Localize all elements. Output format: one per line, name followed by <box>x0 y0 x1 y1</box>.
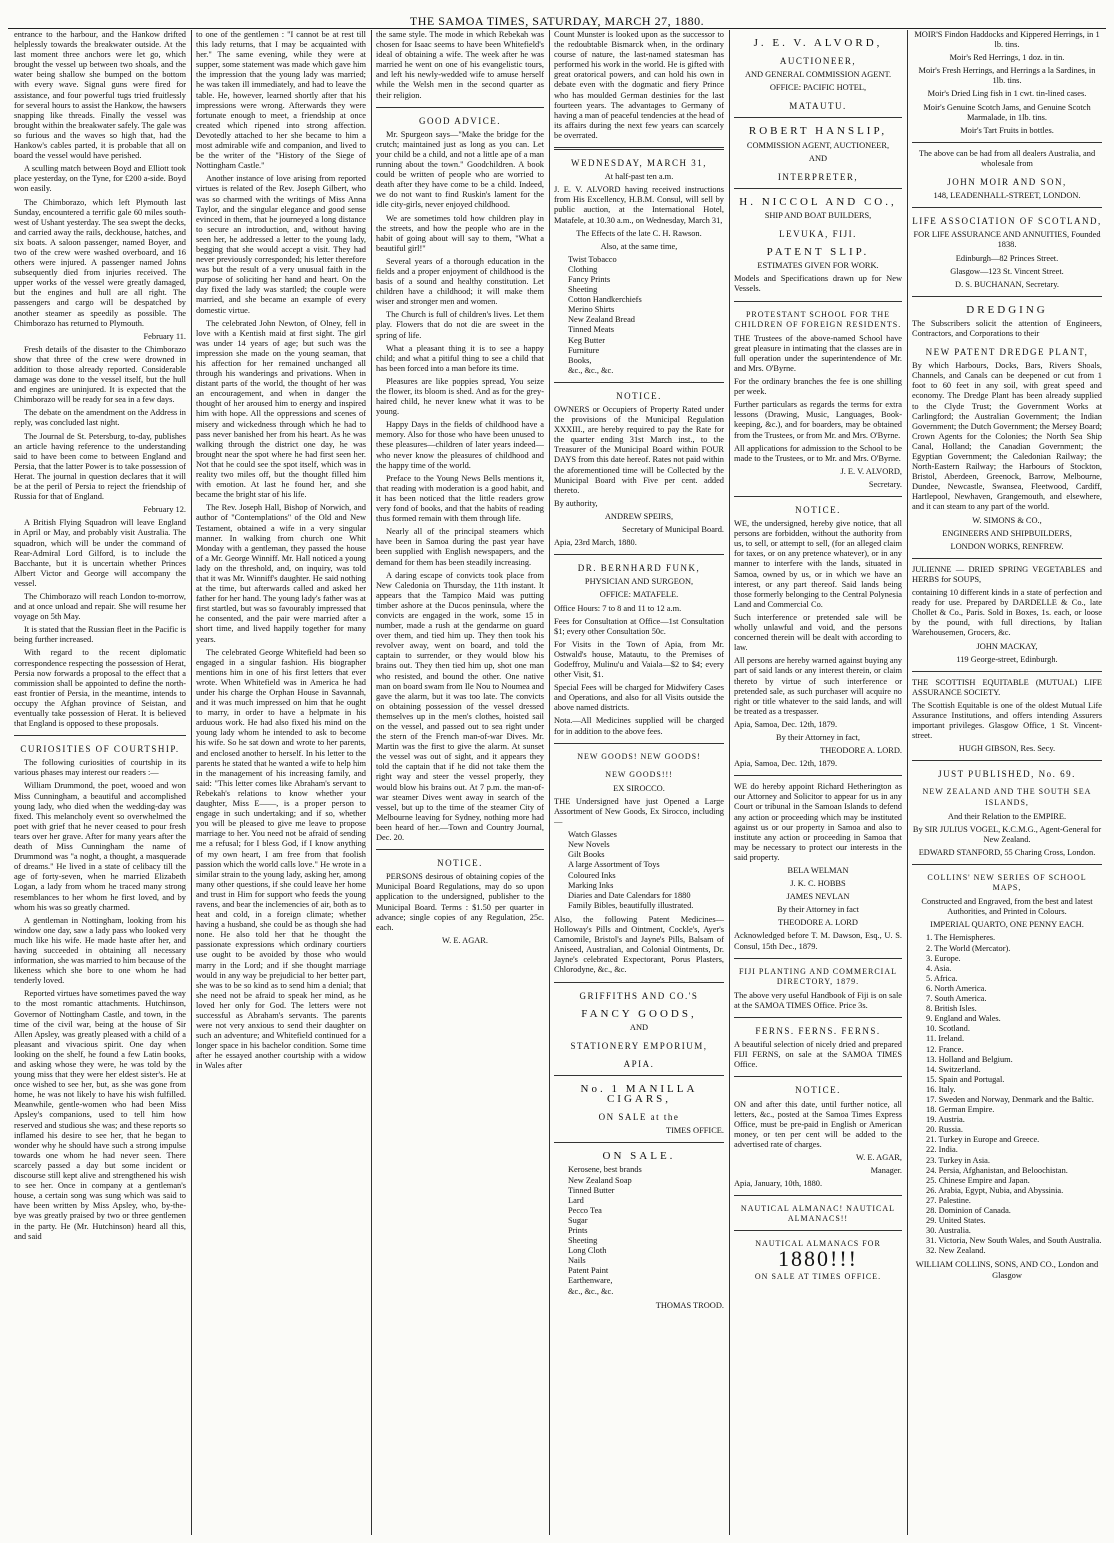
ad-heading: No. 1 MANILLA CIGARS, <box>580 1082 698 1106</box>
ad-text: The above very useful Handbook of Fiji is on sale at the SAMOA TIMES Office. Price 3s. <box>734 990 902 1010</box>
ad-heading: THE SCOTTISH EQUITABLE (MUTUAL) LIFE ASSURANCE SOCIETY. <box>912 677 1102 697</box>
list-item: Marking Inks <box>568 880 614 890</box>
column-4 <box>554 30 724 1535</box>
section-rule <box>734 1076 902 1077</box>
list-item: Gilt Books <box>568 850 605 860</box>
section-rule <box>912 671 1102 672</box>
section-rule <box>554 382 724 383</box>
goods-list <box>568 1165 724 1296</box>
ad-subtitle: PHYSICIAN AND SURGEON, <box>584 577 694 587</box>
list-item: 13. Holland and Belgium. <box>926 1054 1013 1064</box>
section-rule <box>734 301 902 302</box>
ad-heading: STATIONERY EMPORIUM, <box>570 1040 708 1051</box>
ad-heading: FERNS. FERNS. FERNS. <box>755 1026 881 1037</box>
list-item: Family Bibles, beautifully illustrated. <box>568 900 694 910</box>
signature: HUGH GIBSON, Res. Secy. <box>958 744 1056 754</box>
list-item: &c., &c., &c. <box>568 365 614 375</box>
section-rule <box>734 1195 902 1196</box>
list-item: Prints <box>568 1226 588 1235</box>
ad-text: For the ordinary branches the fee is one shilling per week. <box>734 377 902 397</box>
section-rule <box>734 1017 902 1018</box>
section-rule <box>912 296 1102 297</box>
ad-subtitle: IMPERIAL QUARTO, ONE PENNY EACH. <box>930 920 1084 930</box>
ad-heading: NOTICE. <box>616 390 662 401</box>
ad-subtitle: ENGINEERS AND SHIPBUILDERS, <box>942 528 1072 538</box>
list-item: Sugar <box>568 1215 588 1225</box>
list-item: 28. Dominion of Canada. <box>926 1206 1011 1215</box>
list-item: 17. Sweden and Norway, Denmark and the Baltic. <box>926 1094 1094 1104</box>
article-paragraph: The celebrated George Whitefield had been so engaged in a singular fashion. His biographer mentions him in one of his first letters that ever wrote. When Whitefield was in America he had under his charge the Orphan House in Savannah, and it was much impressed on him that he ought to marry, in order to have a helpmate in his arduous work. He had also fixed his mind on the young lady whom he intended to ask to become his wife. So he sat down and wrote to her parents, and enclosed another to herself. In his letter to the parents he stated that he wanted a wife to help him in the management of his increasing family, and said: "This letter comes like Abraham's servant to Rebekah's relations to know whether your daughter, Miss E——, is a proper person to engage in such undertaking; and if so, whether you will be pleased to give me leave to propose marriage to her. You need not be afraid of sending me a refusal; for I bless God, if I know anything of my own heart, I am free from that foolish passion which the world calls love." He wrote in a similar strain to the young lady, asking her, among many other questions, if she could leave her home and trust in Him for support who feeds the young ravens, and bear the inclemencies of air, both as to heat and cold, in a foreign climate; whether having a husband, she could be as though she had none. He also told her that he thought the passionate expressions which ordinary courtiers use ought to be avoided by those who would marry in the Lord; and if she thought marriage would in any way be prejudicial to her better part, she was to be so kind as to send him a denial; that she need not be afraid to speak her mind, as he loved her only for God. The letters were not successful as Abraham's servants. The parents were not very anxious to send their daughter on such an adventure; and Whitefield continued for a longer space in his bachelor condition. Some time after he essayed another courtship with a widow in Wales after <box>196 647 366 1071</box>
ad-heading: NEW PATENT DREDGE PLANT, <box>925 347 1089 358</box>
ad-subtitle: FOR LIFE ASSURANCE AND ANNUITIES, Founded 1838. <box>913 230 1101 250</box>
ad-text: A beautiful selection of nicely dried and prepared FIJI FERNS, on sale at the SAMOA TIMES Office. <box>734 1040 902 1070</box>
list-item: 30. Australia. <box>926 1226 971 1236</box>
list-item: New Novels <box>568 840 610 850</box>
section-rule <box>554 982 724 983</box>
column-1 <box>14 30 186 1535</box>
list-item: 4. Asia. <box>926 963 952 973</box>
section-heading: NOTICE. <box>437 858 483 869</box>
signature-title: Secretary. <box>868 479 902 489</box>
list-item: 19. Austria. <box>926 1115 965 1125</box>
ad-text: J. E. V. ALVORD having received instructions from His Excellency, H.B.M. Consul, will sell by public auction, at the International Hotel, Matafele, at 10.30 a.m., on Wednesday, March 31, <box>554 185 724 225</box>
ad-heading: NEW GOODS!!! <box>605 769 673 779</box>
ad-heading: INTERPRETER, <box>777 171 859 182</box>
list-item: 6. North America. <box>926 983 987 993</box>
section-rule <box>554 1142 724 1143</box>
ad-heading: GRIFFITHS AND CO.'S <box>579 990 699 1001</box>
list-item: New Zealand Soap <box>568 1175 632 1185</box>
ad-heading: JOHN MOIR AND SON, <box>947 177 1067 188</box>
list-item: Merino Shirts <box>568 305 615 315</box>
ad-heading: COLLINS' NEW SERIES OF SCHOOL MAPS, <box>927 873 1087 893</box>
signature: By their Attorney in fact, <box>776 732 860 742</box>
list-item: New Zealand Bread <box>568 315 635 325</box>
article-paragraph: The Rev. Joseph Hall, Bishop of Norwich, and author of "Contemplations" of the Old and New Testament, obtained a wife in a very singular manner. In walking from church one Whit Monday with a gentleman, they passed the house of a Mr. George Winniff. Mr. Hall noticed a young lady on the threshold, and, on inquiry, was told that it was Mr. Winniff's daughter. He said nothing at the time, but afterwards called and asked her father for her hand. The young lady's father was at first startled, but was so favourably impressed that he consented, and the pair were married after a short time, and lived happily together for many years. <box>196 503 366 644</box>
ad-text: Also, the following Patent Medicines—Holloway's Pills and Ointment, Cockle's, Ayer's Camomile, Bristol's and Jayne's Pills, Balsam of Aniseed, Australian, and Colonial Ointments, Dr. Jayne's celebrated Expectorant, Porus Plasters, Chlorodyne, &c., &c. <box>554 914 724 975</box>
section-rule <box>734 188 902 189</box>
list-item: Sheeting <box>568 285 598 295</box>
ad-subtitle: AND <box>629 1022 649 1032</box>
section-rule <box>734 117 902 118</box>
ad-heading: J. E. V. ALVORD, <box>753 37 883 49</box>
masthead: THE SAMOA TIMES, SATURDAY, MARCH 27, 1880. <box>409 14 705 28</box>
column-3 <box>376 30 544 1535</box>
ad-subtitle: OFFICE: MATAFELE. <box>599 590 679 600</box>
list-item: 24. Persia, Afghanistan, and Beloochistan. <box>926 1165 1068 1175</box>
list-item: Coloured Inks <box>568 870 616 880</box>
article-paragraph: entrance to the harbour, and the Hankow drifted helplessly towards the breakwater outside. At the last moment three anchors were let go, which brought the vessel up between two shoals, and the water being shallow she bumped on the bottom with every wave. Signal guns were fired for assistance, and four powerful tugs tried fruitlessly for several hours to assist the Hankow, the hawsers snapping like threads. Finally the vessel was brought within the breakwater safely. The gale was so furious and the waves so high that, had the Hankow's cables parted, it is probable that all on board the vessel would have perished. <box>14 30 186 161</box>
column-divider <box>729 30 730 1535</box>
ad-heading: JUST PUBLISHED, No. 69. <box>938 769 1076 780</box>
article-paragraph: A daring escape of convicts took place from New Caledonia on Thursday, the 11th instant. It appears that the Tampico Maid was putting timber ashore at the Ducos peninsula, where the convicts are engaged in the work, some 15 in number, made a rush at the gendarme on guard over them, and tied him up. They then took his revolver away, went on board, and told the captain to surrender, or they would blow his brains out. They then tied him up, shot one man who resisted, and bound the other. One native man on board swam from Ile Nou to Noumea and gave the alarm, but it was too late. The convicts on obtaining possession of the vessel dressed themselves up in the men's clothes, hoisted sail on the vessel, and passed out to sea right under the stern of the French man-of-war Dives. Mr. Martin was the first to give the alarm. At sunset the vessel was out of sight, and it appears they told the captain that if he did not take them the right way and steer the vessel properly, they would blow his brains out. At 7 p.m. the man-of-war steamer Dives went away in search of the vessel, but up to the time of the steamer City of Melbourne leaving for Sydney, nothing more had been heard of her.—Town and Country Journal, Dec. 20. <box>376 570 544 843</box>
ad-subtitle: EX SIROCCO. <box>613 783 665 793</box>
list-item: Earthenware, <box>568 1276 613 1286</box>
list-item: Cotton Handkerchiefs <box>568 295 642 305</box>
ad-heading: PROTESTANT SCHOOL FOR THE CHILDREN OF FOREIGN RESIDENTS. <box>734 309 902 329</box>
ad-heading: JULIENNE — DRIED SPRING VEGETABLES and HERBS for SOUPS, <box>912 564 1102 584</box>
article-paragraph: William Drummond, the poet, wooed and won Miss Cunningham, a beautiful and accomplished young lady, who died when the wedding-day was fixed. This melancholy event so overwhelmed the poet with grief that he never ceased to pour fresh tears over her grave. After for many years after the death of Miss Cunningham the name of Drummond was "a noght, a thought, a masquerade of dreams." He lived in a state of celibacy till the age of forty-seven, when he married Elizabeth Logan, a lady from whom he traced many strong resemblances to her whom he first loved, and by whom his was so greatly charmed. <box>14 781 186 912</box>
list-item: 25. Chinese Empire and Japan. <box>926 1175 1030 1185</box>
section-rule <box>14 735 186 736</box>
list-item: Long Cloth <box>568 1246 607 1256</box>
article-paragraph: Another instance of love arising from reported virtues is related of the Rev. Joseph Gilbert, who was so charmed with the writings of Miss Anna Taylor, and the singular elegance and good sense evinced in them, that he journeyed a long distance to secure an introduction, and, without having seen her, he addressed a letter to the young lady, begging that she would accept a visit. They had never previously corresponded; his letter therefore was but the result of a very unusual faith in the purpose of soliciting her hand and heart. On the day fixed the lady was startled; the couple were married, and she became an example of every domestic virtue. <box>196 174 366 315</box>
ad-heading: AUCTIONEER, <box>779 56 857 67</box>
section-rule <box>554 743 724 744</box>
list-item: 7. South America. <box>926 994 987 1004</box>
goods-list <box>568 830 724 911</box>
article-paragraph: With regard to the recent diplomatic correspondence respecting the possession of Herat, Persia now forwards a proposal to the effect that a commission shall be appointed to define the north-east frontier of Persia, in the meantime, intends to occupy the Afghan province of Seistan, and eventually take possession of Herat. It is believed that England is opposed to these proposals. <box>14 648 186 729</box>
list-item: Furniture <box>568 345 600 355</box>
list-item: Books, <box>568 355 592 365</box>
ad-heading: LIFE ASSOCIATION OF SCOTLAND, <box>912 216 1102 227</box>
ad-heading: ON SALE. <box>602 1150 676 1163</box>
section-rule <box>376 849 544 850</box>
list-item: Lard <box>568 1195 584 1205</box>
notice-text: OWNERS or Occupiers of Property Rated under the provisions of the Municipal Regulation XXXIII., are hereby required to pay the Rate for the quarter ending 31st March inst., to the Treasurer of the Municipal Board within FOUR DAYS from this date hereof. Rates not paid within the aforementioned time will be Collected by the Municipal Board with Five per cent. added thereto. <box>554 405 724 495</box>
list-item: 29. United States. <box>926 1216 986 1226</box>
list-item: 14. Switzerland. <box>926 1064 981 1074</box>
ad-heading: PATENT SLIP. <box>766 246 870 259</box>
article-paragraph: The celebrated John Newton, of Olney, fell in love with a Kentish maid at first sight. The girl was under 14 years of age; but such was the impression she made on the young seaman, that his affection for her remained unchanged all through his wanderings and privations. When in distant parts of the world, the thought of her was an encouragement, and when in danger the thought of her aroused him to energy and inspired him with hope. All the oppressions and scenes of misery and wickedness through which he had to pass never banished her from his heart. As he was walking through the district one day, he was brought near the spot where he had first seen her. Not that he could see the spot itself, which was in reality two miles off, but the thought filled him with emotion. At last he found her, and she became the bright star of his life. <box>196 318 366 500</box>
dateline: February 12. <box>143 505 186 515</box>
article-paragraph: The Chimborazo, which left Plymouth last Sunday, encountered a terrific gale 60 miles south-west of Ushant yesterday. The sea swept the decks, and carried away the rails, deckhouse, hatches, and six boats. A saloon passenger, named Boyer, and two of the crew were washed overboard, and 16 others were injured. A passenger named Johns subsequently died from injuries received. The upper works of the vessel were greatly damaged, but the engines and hull are all right. The passengers and cargo will be despatched by another steamer as speedily as possible. The Chimborazo has returned to Plymouth. <box>14 197 186 328</box>
signature-title: Secretary of Municipal Board. <box>622 525 724 535</box>
ad-heading: DR. BERNHARD FUNK, <box>577 563 701 574</box>
ad-text: And their Relation to the EMPIRE. <box>947 811 1067 821</box>
section-heading: CURIOSITIES OF COURTSHIP. <box>20 744 180 755</box>
ad-text: containing 10 different kinds in a state of perfection and ready for use. Prepared by DARDELLE & Co., late Chollet & Co., Paris. Sold in Boxes, 1s. each, or loose by the pound, with full directions, by Italian Warehousemen, Grocers, &c. <box>912 588 1102 638</box>
article-paragraph: The debate on the amendment on the Address in reply, was concluded last night. <box>14 408 186 428</box>
article-paragraph: A sculling match between Boyd and Elliott took place yesterday, on the Tyne, for £200 a-side. Boyd won easily. <box>14 164 186 194</box>
list-item: 23. Turkey in Asia. <box>926 1155 990 1165</box>
article-paragraph: Fresh details of the disaster to the Chimborazo show that three of the crew were drowned in addition to those already reported. Considerable damage was done to the vessel itself, but the hull and engines are uninjured. It is expected that the Chimborazo will be ready for sea in a few days. <box>14 344 186 405</box>
signature: JAMES NEVLAN <box>786 892 850 902</box>
signature: THOMAS TROOD. <box>655 1300 724 1310</box>
ad-text: Further particulars as regards the terms for extra lessons (Drawing, Music, Languages, Book-keeping, &c.), and for boarders, may be obtained from the Trustees, or from Mr. and Mrs. O'Byrne. <box>734 400 902 440</box>
list-item: 27. Palestine. <box>926 1195 971 1205</box>
list-item: Tinned Butter <box>568 1185 615 1195</box>
notice-text: Such interference or pretended sale will be wholly unlawful and void, and the persons concerned therein will be dealt with according to law. <box>734 612 902 653</box>
year-banner: 1880!!! <box>778 1245 858 1271</box>
list-item: 21. Turkey in Europe and Greece. <box>926 1135 1040 1145</box>
ad-text: Special Fees will be charged for Midwifery Cases and Operations, and also for all Visits outside the above named districts. <box>554 683 724 713</box>
dateline: February 11. <box>143 331 186 341</box>
article-paragraph: The Chimborazo will reach London to-morrow, and at once unload and repair. She will resume her voyage on 5th May. <box>14 591 186 622</box>
signature: By their Attorney in fact <box>777 905 859 915</box>
notice-text: ON and after this date, until further notice, all letters, &c., posted at the Samoa Times Express Office, must be pre-paid in English or American money, or ten per cent will be added to the advertised rate of charges. <box>734 1099 902 1149</box>
column-5 <box>734 30 902 1535</box>
article-paragraph: Nearly all of the principal steamers which have been in Samoa during the past year have been supplied with English newspapers, and the demand for them has been steadily increasing. <box>376 527 544 567</box>
section-rule <box>912 142 1102 143</box>
ad-text: Fees for Consultation at Office—1st Consultation $1; every other Consultation 50c. <box>554 616 724 636</box>
section-rule <box>376 107 544 108</box>
ad-subtitle: AND GENERAL COMMISSION AGENT. <box>744 70 892 80</box>
article-paragraph: The following curiosities of courtship in its various phases may interest our readers :— <box>14 758 186 778</box>
ad-subtitle: COMMISSION AGENT, AUCTIONEER, <box>746 140 890 150</box>
article-paragraph: Happy Days in the fields of childhood have a memory. Also for those who have been unused to these pleasures—children of later years indeed—who never know the pleasures of childhood and the happy time of the world. <box>376 420 544 470</box>
section-heading: GOOD ADVICE. <box>419 115 501 126</box>
ad-text: THE Undersigned have just Opened a Large Assortment of New Goods, Ex Sirocco, including— <box>554 796 724 827</box>
column-divider <box>549 30 550 1535</box>
list-item: 10. Scotland. <box>926 1024 970 1034</box>
signature: J. E. V. ALVORD, <box>840 466 902 476</box>
ad-heading: DREDGING <box>966 303 1048 316</box>
notice-text: WE, the undersigned, hereby give notice, that all persons are forbidden, without the authority from us, to sell, or attempt to sell, (for an alleged claim for taxes, or on any pretence whatever), or in any manner to interfere with the lands, situated in Samoa, owned by us, or in which we have an interest, or any part thereof. Said lands being those formerly belonging to the Central Polynesia Land and Commercial Co. <box>734 519 902 609</box>
ad-text: Constructed and Engraved, from the best and latest Authorities, and Printed in Colours. <box>921 897 1093 917</box>
ad-subtitle: TIMES OFFICE. <box>665 1126 724 1136</box>
article-paragraph: It is stated that the Russian fleet in the Pacific is being further increased. <box>14 625 186 645</box>
list-item: 18. German Empire. <box>926 1105 995 1115</box>
notice-text: Acknowledged before T. M. Dawson, Esq., U. S. Consul, 15th Dec., 1879. <box>734 931 902 951</box>
signature: J. K. C. HOBBS <box>790 879 846 889</box>
column-2 <box>196 30 366 1535</box>
article-paragraph: to one of the gentlemen : "I cannot be at rest till this lady returns, that I may be acquainted with her." The same evening, while they were at supper, some statement was made which gave him the impression that the young lady was married; he was taken ill immediately, and had to leave the table. He, however, learned shortly after that his impressions were wrong. Afterwards they were fortunate enough to meet, a friendship at once created which ripened into strong affection. Devotedly attached to her she became to him a most admirable wife and companion, and lived to be the writer of the "History of the Siege of Nottingham Castle." <box>196 30 366 171</box>
column-divider <box>371 30 372 1535</box>
article-paragraph: Pleasures are like poppies spread, You seize the flower, its bloom is shed. And as for the grey-haired child, he never knew what it was to be young. <box>376 376 544 417</box>
ad-text: Moir's Dried Ling fish in 1 cwt. tin-lined cases. <box>927 89 1087 99</box>
ad-heading: NAUTICAL ALMANAC! NAUTICAL ALMANACS!! <box>740 1204 896 1224</box>
section-rule <box>912 207 1102 208</box>
ad-text: By SIR JULIUS VOGEL, K.C.M.G., Agent-General for New Zealand. <box>912 824 1102 844</box>
list-item: 9. England and Wales. <box>926 1014 1001 1024</box>
column-divider <box>907 30 908 1535</box>
signature: W. E. AGAR. <box>442 935 488 945</box>
list-item: 8. British Isles. <box>926 1004 977 1014</box>
ad-text: Also, at the same time, <box>600 241 678 251</box>
section-rule <box>554 147 724 150</box>
maps-list <box>926 933 1102 1256</box>
list-item: Diaries and Date Calendars for 1880 <box>568 890 691 900</box>
list-item: 3. Europe. <box>926 953 961 963</box>
list-item: Tinned Meats <box>568 325 614 335</box>
dateline: Apia, Samoa, Dec. 12th, 1879. <box>734 719 838 729</box>
article-paragraph: A British Flying Squadron will leave England in April or May, and probably visit Australia. The squadron, which will be under the command of Rear-Admiral Lord Gilford, is to include the Bacchante, but it is uncertain whether Princes Albert Victor and George will accompany the vessel. <box>14 518 186 588</box>
list-item: 16. Italy. <box>926 1084 956 1094</box>
ad-subtitle: AND <box>808 153 828 163</box>
ad-heading: NEW ZEALAND AND THE SOUTH SEA ISLANDS, <box>922 787 1092 807</box>
ad-heading: LEVUKA, FIJI. <box>779 229 857 240</box>
article-paragraph: The Church is full of children's lives. Let them play. Flowers that do not die are sweet in the spring of life. <box>376 310 544 340</box>
ad-text: Moir's Red Herrings, 1 doz. in tin. <box>949 53 1065 63</box>
ad-heading: NEW GOODS! NEW GOODS! <box>577 751 701 761</box>
list-item: Sheeting <box>568 1236 598 1246</box>
list-item: Keg Butter <box>568 335 605 345</box>
ad-heading: MOIR'S Findon Haddocks and Kippered Herrings, in 1 lb. tins. <box>914 30 1100 50</box>
list-item: 22. India. <box>926 1145 958 1155</box>
signature: JOHN MACKAY, <box>976 641 1038 651</box>
ad-text: Moir's Tart Fruits in bottles. <box>960 125 1054 135</box>
list-item: &c., &c., &c. <box>568 1286 614 1296</box>
ad-text: Glasgow—123 St. Vincent Street. <box>950 266 1064 276</box>
list-item: Twist Tobacco <box>568 254 617 264</box>
signature: THEODORE A. LORD <box>778 918 858 928</box>
list-item: Kerosene, best brands <box>568 1165 642 1175</box>
section-rule <box>734 775 902 776</box>
ad-subtitle: OFFICE: PACIFIC HOTEL, <box>769 83 867 93</box>
ad-subtitle: LONDON WORKS, RENFREW. <box>950 541 1064 551</box>
ad-text: All applications for admission to the School to be made to the Trustees, or to Mr. and Mrs. O'Byrne. <box>734 443 902 463</box>
section-rule <box>554 1075 724 1076</box>
goods-list <box>568 255 724 376</box>
section-rule <box>734 496 902 497</box>
article-paragraph: Preface to the Young News Bells mentions it, that reading with moderation is a good habit, and it has been noticed that the little readers grow very fond of books, and that the habits of reading thus formed remain with them through life. <box>376 473 544 524</box>
article-paragraph: A gentleman in Nottingham, looking from his window one day, saw a lady pass who looked very much like his wife. He made haste after her, and having succeeded in obtaining all necessary information, she was married to him because of the likeness which she bore to one whom he had tenderly loved. <box>14 915 186 986</box>
dateline: Apia, 23rd March, 1880. <box>554 538 637 548</box>
section-rule <box>734 1230 902 1231</box>
column-divider <box>191 30 192 1535</box>
list-item: 15. Spain and Portugal. <box>926 1074 1005 1084</box>
list-item: 32. New Zealand. <box>926 1246 986 1256</box>
ad-text: The above can be had from all dealers Australia, and wholesale from <box>918 148 1096 168</box>
list-item: 5. Africa. <box>926 973 958 983</box>
ad-heading: MATAUTU. <box>789 101 847 112</box>
ad-subtitle: 148, LEADENHALL-STREET, LONDON. <box>933 191 1081 201</box>
list-item: 11. Ireland. <box>926 1034 965 1044</box>
signature: BELA WELMAN <box>787 866 849 875</box>
ad-heading: ON SALE at the <box>598 1112 680 1123</box>
ad-heading: FANCY GOODS, <box>581 1007 697 1020</box>
masthead-rule <box>8 28 1106 29</box>
ad-text: Moir's Fresh Herrings, and Herrings a la Sardines, in 1lb. tins. <box>918 66 1096 86</box>
list-item: 31. Victoria, New South Wales, and South Australia. <box>926 1236 1102 1246</box>
signature: THEODORE A. LORD. <box>820 746 902 756</box>
ad-text: The Subscribers solicit the attention of Engineers, Contractors, and Corporations to their <box>912 318 1102 338</box>
ad-subtitle: SHIP AND BOAT BUILDERS, <box>764 210 872 220</box>
list-item: Pecco Tea <box>568 1205 602 1215</box>
list-item: Nails <box>568 1256 586 1266</box>
section-rule <box>912 864 1102 865</box>
ad-heading: ON SALE AT TIMES OFFICE. <box>754 1271 882 1281</box>
list-item: 12. France. <box>926 1044 964 1054</box>
ad-text: D. S. BUCHANAN, Secretary. <box>955 279 1059 289</box>
ad-text: Office Hours: 7 to 8 and 11 to 12 a.m. <box>554 603 682 613</box>
article-paragraph: Count Munster is looked upon as the successor to the redoubtable Bismarck when, in the ordinary course of nature, the last-named statesman has performed his work in the world. He is gifted with great oratorical powers, and can hold his own in debate even with the dogmatic and fiery Prince who has moulded German destinies for the last fourteen years. The advantages to Germany of having a man of peaceful tendencies at the head of its affairs during the next few years can scarcely be overrated. <box>554 30 724 140</box>
ad-subtitle: ESTIMATES GIVEN FOR WORK. <box>757 261 879 271</box>
ad-heading: FIJI PLANTING AND COMMERCIAL DIRECTORY, 1879. <box>738 966 897 986</box>
signature-title: Manager. <box>870 1166 902 1176</box>
section-rule <box>734 958 902 959</box>
article-paragraph: Mr. Spurgeon says—"Make the bridge for the crutch; maintained just as long as you can. Let your child be a child, and not a little ape of a man running about the town." Goodchildren. A book could be written of people who are worried to death after they have come to be a child. Indeed, we do not want to find Ruskin's lament for the idle city-girls, never enjoyed childhood. <box>376 129 544 210</box>
section-rule <box>554 554 724 555</box>
list-item: Fancy Prints <box>568 274 611 284</box>
article-paragraph: Several years of a thorough education in the fields and a proper enjoyment of childhood is the basis of a sound and healthy constitution. Let children have a childhood; it will make them wiser and stronger men and women. <box>376 256 544 307</box>
ad-text: Edinburgh—82 Princes Street. <box>955 253 1059 263</box>
signature: WILLIAM COLLINS, SONS, AND CO., London and Glasgow <box>915 1260 1099 1280</box>
section-rule <box>912 558 1102 559</box>
section-rule <box>912 760 1102 761</box>
dateline: Apia, January, 10th, 1880. <box>734 1179 823 1189</box>
list-item: 20. Russia. <box>926 1125 963 1135</box>
ad-text: The Effects of the late C. H. Rawson. <box>576 228 702 238</box>
article-paragraph: What a pleasant thing it is to see a happy child; and what a pitiful thing to see a child that has been forced into a man before its time. <box>376 343 544 373</box>
article-paragraph: Reported virtues have sometimes paved the way to the most romantic attachments. Hutchinson, Governor of Nottingham Castle, and town, in the time of the civil war, being at the house of Sir Allen Apsley, was greatly pleased with a child of a pleasant and vivacious spirit. One day when looking on the shelf, he found a few Latin books, and asking whose they were, he was told by the young miss that they were her eldest sister's. He at once wished to see her, but, as she was gone from home, he was not likely to have his wish fulfilled. Meanwhile, gentle-women who had been Miss Apsley's companions, used to tell him how reserved and studious she was; and these reports so inflamed his desire to see her, that he began to wonder why he should have such a strong impulse towards one whom he had never seen. There scarcely passed a day but some incident or discourse still kept alive and strengthened his wish to see her. Once in company at a gentleman's house, a certain song was sung which was said to have been written by Miss Apsley, who, by-the-bye was greatly praised by two or three gentlemen in the party. He (Mr. Hutchinson) heard all this, and said <box>14 989 186 1241</box>
ad-heading: NOTICE. <box>795 505 841 515</box>
ad-text: Nota.—All Medicines supplied will be charged for in addition to the above fees. <box>554 716 724 736</box>
list-item: Clothing <box>568 264 598 274</box>
list-item: 26. Arabia, Egypt, Nubia, and Abyssinia. <box>926 1185 1064 1195</box>
ad-heading: NOTICE. <box>795 1085 841 1096</box>
dateline: Apia, Samoa, Dec. 12th, 1879. <box>734 759 838 769</box>
notice-text: PERSONS desirous of obtaining copies of the Municipal Board Regulations, may do so upon application to the undersigned, publisher to the Municipal Board. Terms : $1.50 per quarter in advance; single copies of any Regulation, 25c. each. <box>376 872 544 932</box>
column-6 <box>912 30 1102 1535</box>
ad-heading: ROBERT HANSLIP, <box>748 125 888 138</box>
signature: W. SIMONS & CO., <box>972 515 1042 525</box>
signature-title: 119 George-street, Edinburgh. <box>956 654 1058 664</box>
ad-text: By which Harbours, Docks, Bars, Rivers Shoals, Channels, and Canals can be deepened or cut from 1 foot to 60 feet in any soil, with great speed and economy. The Dredge Plant has been already supplied to the Clyde Trust; the Government Works at Carlingford; the Australian Government; the Indian Government; the Dutch Government; the Mersey Board; Crown Agents for the Colonies; the North Sea Ship Canal, Holland; the Canadian Government; the Egyptian Government; the Caledonian Railway; the North-Eastern Railway; the Harbours of Stockton, Bristol, Aberdeen, Greenock, Barrow, Melbourne, Dundee, Newcastle, Swansea, Fleetwood, Cardiff, Hartlepool, Newhaven, Grangemouth, and elsewhere, and it can steam to any part of the world. <box>912 361 1102 512</box>
notice-text: By authority, <box>554 498 598 508</box>
list-item: Patent Paint <box>568 1266 609 1276</box>
notice-text: All persons are hereby warned against buying any part of said lands or any interest therein, or claim thereto by virtue of such interference or pretended sale, as such purchaser will acquire no right or title whatever to the said lands, and will be treated as a trespasser. <box>734 656 902 716</box>
ad-text: THE Trustees of the above-named School have great pleasure in intimating that the classes are in full operation under the superintendence of Mr. and Mrs. O'Byrne. <box>734 333 902 373</box>
signature: W. E. AGAR, <box>856 1152 902 1162</box>
list-item: Watch Glasses <box>568 830 617 840</box>
ad-text: The Scottish Equitable is one of the oldest Mutual Life Assurance Institutions, and offers intending Assurers important privileges. Glasgow Office, 1 St. Vincent-street. <box>912 700 1102 741</box>
list-item: A large Assortment of Toys <box>568 860 660 870</box>
ad-heading: NAUTICAL ALMANACS FOR <box>755 1239 881 1249</box>
ad-text: Moir's Genuine Scotch Jams, and Genuine Scotch Marmalade, in 1lb. tins. <box>923 102 1091 122</box>
ad-heading: APIA. <box>623 1058 655 1069</box>
list-item: 2. The World (Mercator). <box>926 943 1011 953</box>
ad-subtitle: At half-past ten a.m. <box>604 172 674 182</box>
ad-text: For Visits in the Town of Apia, from Mr. Ostwald's house, Matautu, to the Premises of Godeffroy, Mulinu'u and Vaiala—$2 to $4; every other Visit, $1. <box>554 639 724 680</box>
ad-text: Models and Specifications drawn up for New Vessels. <box>734 274 902 294</box>
article-paragraph: The Journal de St. Petersburg, to-day, publishes an article having reference to the understanding said to have been come to between England and Persia, that the latter Power is to take possession of Herat. The journal in question declares that it will be at the peril of Persia to reject the friendship of Russia for that of England. <box>14 431 186 502</box>
signature: ANDREW SPEIRS, <box>604 511 674 521</box>
ad-heading: H. NICCOL AND CO., <box>739 195 897 208</box>
ad-text: EDWARD STANFORD, 55 Charing Cross, London. <box>918 847 1096 857</box>
article-paragraph: the same style. The mode in which Rebekah was chosen for Isaac seems to have been Whitefield's ideal of obtaining a wife. The week after he was married he went on one of his evangelistic tours, and left his newly-wedded wife to amuse herself while the Welsh men in the second quarter as their religion. <box>376 30 544 100</box>
article-paragraph: We are sometimes told how children play in the streets, and how the people who are in the habit of going about will say to them, "What a beautiful girl!" <box>376 213 544 253</box>
ad-heading: WEDNESDAY, MARCH 31, <box>570 158 707 169</box>
list-item: 1. The Hemispheres. <box>926 933 996 943</box>
notice-text: WE do hereby appoint Richard Hetherington as our Attorney and Solicitor to appear for us in any Court or tribunal in the Samoan Islands to defend any action or proceeding which may be instituted against us or our property in Samoa and also to institute any action or proceeding in Samoa that may be necessary to protect our interests in the said property. <box>734 782 902 862</box>
